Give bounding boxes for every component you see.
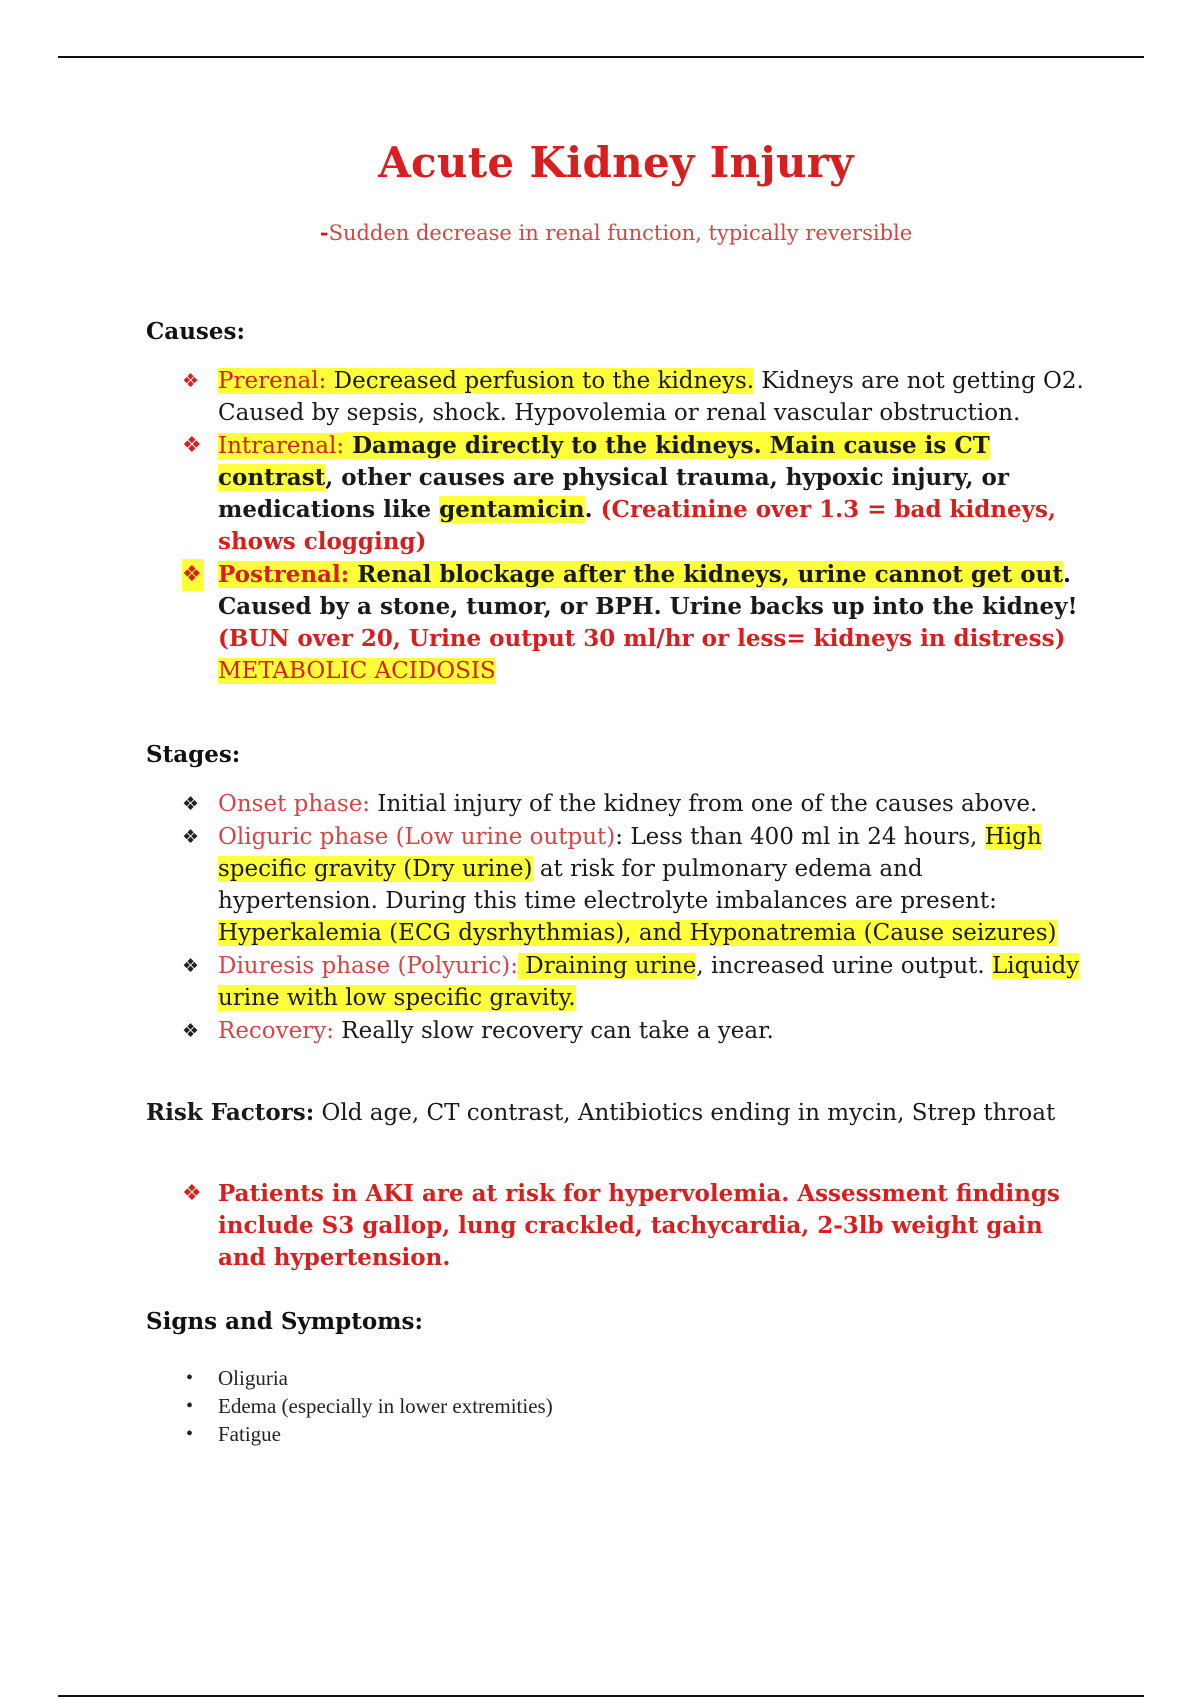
postrenal-text: . Caused by a stone, tumor, or BPH. Urine backs up into the kidney! (218, 561, 1078, 620)
postrenal-bun-note: (BUN over 20, Urine output 30 ml/hr or less= kidneys in distress) (218, 625, 1066, 652)
recovery-text: Really slow recovery can take a year. (334, 1018, 774, 1044)
diamond-bullet-icon: ❖ (182, 433, 202, 458)
list-item-intrarenal (182, 430, 1086, 558)
postrenal-highlight: Renal blockage after the kidneys, urine cannot get out (349, 561, 1063, 588)
intrarenal-highlight: Damage directly to the kidneys. Main cause is CT contrast (218, 432, 990, 491)
list-item-oliguric (182, 821, 1086, 949)
list-item-symptom (182, 1392, 553, 1420)
diamond-bullet-icon: ❖ (182, 1181, 202, 1206)
stages-heading: Stages: (146, 741, 241, 768)
risk-factors-paragraph (146, 1097, 1086, 1129)
intrarenal-label: Intrarenal: (218, 433, 345, 459)
symptom-text: Fatigue (218, 1422, 281, 1446)
dot-bullet-icon: • (186, 1367, 194, 1389)
list-item-hypervolemia-alert (182, 1178, 1086, 1274)
risk-factors-label: Risk Factors: (146, 1099, 315, 1126)
stages-list (182, 788, 1086, 1048)
list-item-onset (182, 788, 1086, 820)
bottom-rule (58, 1695, 1144, 1697)
list-item-diuresis (182, 950, 1086, 1014)
list-item-symptom (182, 1420, 553, 1448)
intrarenal-period: . (584, 496, 593, 523)
prerenal-label: Prerenal: (218, 368, 327, 394)
diuresis-text: , increased urine output. (696, 953, 993, 979)
metabolic-acidosis-highlight: METABOLIC ACIDOSIS (218, 658, 496, 684)
postrenal-label: Postrenal: (218, 561, 350, 588)
diamond-bullet-icon: ❖ (182, 370, 200, 392)
symptom-text: Edema (especially in lower extremities) (218, 1394, 553, 1418)
oliguric-label: Oliguric phase (Low urine output) (218, 824, 616, 850)
diamond-bullet-icon: ❖ (182, 793, 200, 815)
risk-factors-text: Old age, CT contrast, Antibiotics ending in mycin, Strep throat (314, 1100, 1056, 1126)
list-item-prerenal (182, 365, 1086, 429)
subtitle-dash: - (319, 220, 329, 245)
list-item-recovery (182, 1015, 1086, 1047)
prerenal-text: Kidneys are not getting O2. Caused by sepsis, shock. Hypovolemia or renal vascular obstruction. (218, 368, 1084, 426)
causes-list (182, 365, 1086, 688)
hypervolemia-alert-text: Patients in AKI are at risk for hypervolemia. Assessment findings include S3 gallop, lung crackled, tachycardia, 2-3lb weight gain and hypertension. (218, 1180, 1060, 1271)
dot-bullet-icon: • (186, 1395, 194, 1417)
diuresis-highlight: Draining urine (517, 953, 697, 979)
hypervolemia-alert-list (182, 1178, 1086, 1275)
oliguric-electrolyte-highlight: Hyperkalemia (ECG dysrhythmias), and Hyponatremia (Cause seizures) (218, 920, 1057, 946)
symptom-text: Oliguria (218, 1366, 288, 1390)
causes-heading: Causes: (146, 318, 245, 345)
diamond-bullet-icon: ❖ (182, 955, 200, 977)
diuresis-urine-highlight: Liquidy urine with low specific gravity. (218, 953, 1080, 1011)
list-item-symptom (182, 1364, 553, 1392)
signs-symptoms-list (182, 1364, 553, 1448)
diamond-bullet-icon: ❖ (182, 1020, 200, 1042)
onset-label: Onset phase: (218, 791, 371, 817)
subtitle-text: Sudden decrease in renal function, typically reversible (328, 221, 913, 245)
diuresis-label: Diuresis phase (Polyuric): (218, 953, 518, 979)
oliguric-text-2: at risk for pulmonary edema and hypertension. During this time electrolyte imbalances are present: (218, 856, 997, 914)
recovery-label: Recovery: (218, 1018, 334, 1044)
onset-text: Initial injury of the kidney from one of the causes above. (370, 791, 1038, 817)
signs-symptoms-heading: Signs and Symptoms: (146, 1308, 423, 1335)
diamond-bullet-icon: ❖ (182, 826, 200, 848)
prerenal-highlight: Decreased perfusion to the kidneys. (326, 368, 755, 394)
top-rule (58, 56, 1144, 58)
document-title: Acute Kidney Injury (378, 138, 854, 187)
dot-bullet-icon: • (186, 1423, 194, 1445)
document-subtitle (146, 220, 1086, 245)
intrarenal-drug-highlight: gentamicin (439, 496, 585, 523)
list-item-postrenal (182, 559, 1086, 687)
intrarenal-text: , other causes are physical trauma, hypoxic injury, or medications like (218, 464, 1009, 523)
oliguric-gravity-highlight: High specific gravity (Dry urine) (218, 824, 1042, 882)
intrarenal-creatinine-note: (Creatinine over 1.3 = bad kidneys, shows clogging) (218, 496, 1056, 555)
diamond-bullet-icon: ❖ (182, 559, 204, 591)
oliguric-text: : Less than 400 ml in 24 hours, (615, 824, 985, 850)
